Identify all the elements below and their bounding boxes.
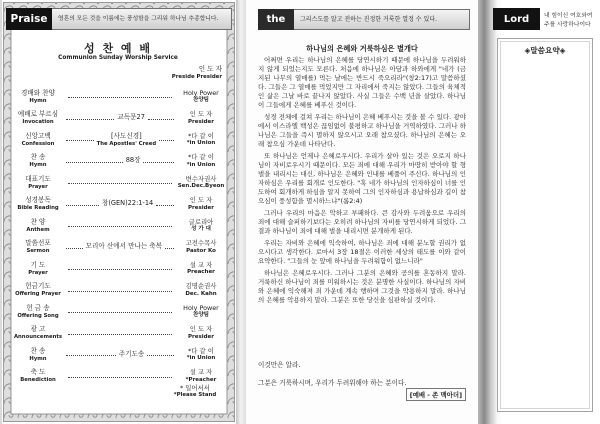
dotted-leader <box>148 119 174 120</box>
article-header <box>258 9 470 30</box>
order-item-leader-line1: *다 같 이 <box>188 346 214 355</box>
dotted-leader <box>68 183 172 184</box>
order-item-leader-line2: Dec. Kahn <box>185 290 217 297</box>
order-row-offering-prayer <box>10 280 228 302</box>
order-item-name-ko: 광 고 <box>30 325 46 334</box>
order-row-anthem <box>10 215 228 237</box>
order-item-leader-line2: 찬양팀 <box>193 97 209 104</box>
order-item-label <box>10 154 66 168</box>
order-item-leader-line1: Holy Power <box>183 88 219 97</box>
article-paragraph: 성경 전체에 걸쳐 우리는 하나님이 은혜 베푸시는 것을 볼 수 있다. 광야에서 이스라엘 백성은 끊임없이 불평하고 하나님을 거역하였다. 그러나 하나님은 그들을 즉시 멸하지 않으시고 오래 참으셨다. 하나님의 은혜는 오래 참으심 가운데 나타난다. <box>258 113 466 148</box>
order-item-name-en: Announcements <box>13 334 63 340</box>
dotted-leader <box>66 205 99 206</box>
creed-name-en: The Apostles' Creed <box>96 140 157 147</box>
order-item-name-ko: 성경봉독 <box>25 196 51 205</box>
please-stand-ko: * 일어서서 <box>180 384 210 392</box>
order-item-detail <box>66 280 174 302</box>
order-item-leader <box>174 176 228 190</box>
order-item-leader <box>174 283 228 297</box>
article-source: [예배 - 존 맥아더] <box>406 388 466 401</box>
order-item-leader <box>174 219 228 233</box>
praise-header <box>6 8 232 30</box>
order-item-content <box>94 133 160 147</box>
dotted-leader <box>68 97 172 98</box>
article-paragraph: 하나님은 은혜로우시다. 그러나 그분의 은혜와 공의를 혼동하지 말라. 거룩하신 하나님이 죄를 미워하시는 것은 분명한 사실이다. 하나님의 자비와 은혜에 익숙해져 죄 가운데 계속 행하며 그것을 악용하지 말라. 하나님의 은혜를 악용하지 말라. 그분은 또한 당신을 심판하실 것이다. <box>258 269 466 304</box>
order-item-name-en: Hymn <box>29 162 47 168</box>
order-item-name-ko: 경배와 찬양 <box>21 88 55 97</box>
order-item-content: 교독문27 <box>117 113 145 122</box>
order-item-leader-line2: 찬양팀 <box>193 312 209 319</box>
order-item-name-en: Hymn <box>29 97 47 104</box>
dotted-leader <box>66 248 83 249</box>
order-item-detail <box>66 237 174 259</box>
order-item-name-ko: 예배로 부르심 <box>17 110 59 119</box>
please-stand-note <box>160 384 230 399</box>
order-item-name-en: Confession <box>21 140 55 147</box>
order-item-detail <box>66 108 174 130</box>
order-item-detail <box>66 86 174 108</box>
dotted-leader <box>143 162 174 163</box>
order-item-name-en: Invocation <box>22 119 54 125</box>
please-stand-en: *Please Stand <box>173 392 217 398</box>
worship-order-panel <box>2 0 236 424</box>
sermon-notes-panel <box>492 0 600 424</box>
order-item-leader <box>174 326 228 340</box>
order-item-leader-line1: 김명순권사 <box>185 282 217 291</box>
dotted-leader <box>165 248 174 249</box>
presider-heading-en: Preside Presider <box>171 73 222 80</box>
article-paragraph: 어쩌면 우리는 하나님의 은혜를 당연시하기 때문에 하나님을 두려워하지 않게 되었는지도 모른다. 처음에 하나님은 아담과 하와에게 "네가 (금지된 나무의 열매를) 먹는 날에는 반드시 죽으리라"(창2:17)고 말씀하셨다. 그들은 그 열매를 먹었지만 그 자리에서 죽지는 않았다. 그들의 육체적인 삶은 그날 바로 끝나지 않았다. 사실 그들은 수백 년을 살았다. 하나님이 그들에게 은혜를 베푸신 것이다. <box>258 56 466 109</box>
order-item-leader <box>174 111 228 125</box>
order-item-leader-line1: 설 교 자 <box>189 260 213 269</box>
dotted-leader <box>156 205 174 206</box>
creed-name-ko: [사도신경] <box>111 131 142 140</box>
order-item-detail <box>66 366 174 388</box>
sermon-summary-box <box>497 38 593 412</box>
order-item-leader-line2: *Preacher <box>185 376 217 383</box>
order-item-leader <box>174 348 228 362</box>
order-item-leader-line1: 고전수목사 <box>185 239 217 248</box>
order-item-name-ko: 찬 양 <box>30 217 46 226</box>
order-item-leader <box>174 197 228 211</box>
dotted-leader <box>66 355 116 356</box>
order-item-leader-line1: Holy Power <box>183 303 219 312</box>
order-item-name-en: Anthem <box>26 226 50 233</box>
order-item-leader-line2: Sen.Dec.Byeon <box>177 183 225 190</box>
order-item-name-ko: 찬 송 <box>30 153 46 162</box>
order-item-label <box>10 348 66 362</box>
order-of-service <box>10 86 228 387</box>
order-item-detail <box>66 215 174 237</box>
dotted-leader <box>147 355 174 356</box>
order-row-offering-song <box>10 301 228 323</box>
order-item-leader-line1: *다 같 이 <box>188 153 214 162</box>
order-row-announcements <box>10 323 228 345</box>
order-item-label <box>10 219 66 233</box>
order-item-leader-line1: 인 도 자 <box>189 110 213 119</box>
order-item-name-ko: 신앙고백 <box>25 131 51 140</box>
order-item-leader <box>174 133 228 147</box>
order-item-label <box>10 305 66 319</box>
order-item-content: 88장 <box>125 156 141 165</box>
article-paragraph: 그러나 우리의 마음은 악하고 부패하다. 큰 감사와 두려움으로 우리의 죄에 대해 슬퍼하기보다는 오히려 하나님의 자비를 당연시하게 되었다. 그 결과 하나님이 죄에 대해 벌을 내리시면 분개하게 된다. <box>258 209 466 235</box>
order-item-detail <box>66 344 174 366</box>
order-item-leader <box>174 262 228 276</box>
order-item-detail <box>66 323 174 345</box>
order-item-leader-line1: *다 같 이 <box>188 131 214 140</box>
presider-heading <box>152 66 222 80</box>
order-item-label <box>10 283 66 297</box>
order-row-sermon-prayer <box>10 258 228 280</box>
order-item-label <box>10 326 66 340</box>
order-row-praise <box>10 86 228 108</box>
order-row-bible-reading <box>10 194 228 216</box>
order-item-leader-line1: 인 도 자 <box>189 325 213 334</box>
order-item-name-ko: 헌 금 송 <box>26 303 50 312</box>
dotted-leader <box>66 162 123 163</box>
order-item-leader-line2: Presider <box>187 118 214 125</box>
order-item-name-ko: 기 도 <box>30 260 46 269</box>
article-banner-text: 그리스도를 알고 전하는 진정한 거룩한 열정 수 있다. <box>294 9 470 30</box>
order-row-hymn-1 <box>10 151 228 173</box>
order-row-invocation <box>10 108 228 130</box>
order-row-hymn-2 <box>10 344 228 366</box>
order-item-name-en: Prayer <box>28 183 48 190</box>
closing-lead: 이것만은 알라. <box>258 361 301 369</box>
dotted-leader <box>68 334 172 335</box>
sermon-title: 모리아 산에서 만나는 축복 <box>85 242 163 251</box>
header-verse-line1: 내 힘이신 여호와여 <box>544 13 593 19</box>
order-row-prayer <box>10 172 228 194</box>
order-item-leader-line2: *in Union <box>186 140 216 147</box>
order-item-name-en: Offering Song <box>17 312 59 319</box>
order-item-name-ko: 찬 송 <box>30 346 46 355</box>
dotted-leader <box>68 312 172 313</box>
article-panel <box>246 0 478 424</box>
praise-banner-text: 영혼의 모든 것을 이름에는 풍성함을 그리워 하나님 추종합니다. <box>52 8 232 30</box>
dotted-leader <box>68 291 172 292</box>
order-item-detail <box>66 129 174 151</box>
order-item-content: 창(GEN)22:1-14 <box>101 199 154 208</box>
service-title: 성 찬 예 배 <box>84 42 152 55</box>
order-item-detail <box>66 151 174 173</box>
order-item-label <box>10 369 66 383</box>
praise-badge: Praise <box>6 8 52 30</box>
closing-statement: 그분은 거룩하시며, 우리가 두려워해야 하는 분이다. <box>258 379 407 387</box>
the-badge: the <box>258 9 294 30</box>
order-item-leader-line2: Pastor Ko <box>186 247 216 254</box>
order-item-leader-line1: 글로리아 <box>188 217 214 226</box>
order-item-name-ko: 말씀선포 <box>25 239 51 248</box>
dotted-leader <box>68 269 172 270</box>
service-subtitle: Communion Sunday Worship Service <box>58 55 178 61</box>
order-item-label <box>10 176 66 190</box>
order-item-leader-line1: 변수자권사 <box>185 174 217 183</box>
order-item-leader <box>174 369 228 383</box>
order-item-label <box>10 197 66 211</box>
dotted-leader <box>66 140 94 141</box>
order-item-name-ko: 헌금기도 <box>25 282 51 291</box>
order-row-confession <box>10 129 228 151</box>
page-fold-shadow <box>478 0 492 424</box>
order-item-label <box>10 133 66 147</box>
order-item-leader-line2: Preacher <box>187 269 215 276</box>
article-body <box>258 56 466 354</box>
order-item-label <box>10 111 66 125</box>
article-paragraph: 우리는 자비와 은혜에 익숙하여, 하나님은 죄에 대해 분노할 권리가 없으시다고 생각한다. 로마서 3장 18절은 이러한 세상의 태도를 이와 같이 요약한다. "그들의 눈 앞에 하나님을 두려워함이 없느니라" <box>258 239 466 265</box>
order-item-name-en: Prayer <box>28 269 48 276</box>
order-item-leader-line2: *in Union <box>186 161 216 168</box>
lord-header <box>493 8 540 30</box>
order-item-detail <box>66 258 174 280</box>
order-item-label <box>10 240 66 254</box>
order-item-name-en: Sermon <box>26 248 50 254</box>
dotted-leader <box>68 226 172 227</box>
order-item-leader <box>174 90 228 104</box>
order-item-name-ko: 대표기도 <box>25 174 51 183</box>
order-item-label <box>10 90 66 104</box>
article-paragraph: 또 하나님은 언제나 은혜로우시다. 우리가 살아 있는 것은 오로지 하나님이 자비로우시기 때문이다. 모든 죄에 대해 우리가 마땅히 받아야 할 형벌을 내리시는 대신, 하나님은 은혜와 인내를 베풀어 주신다. 하나님의 인자하심은 우리를 회개로 인도한다. "혹 네가 하나님의 인자하심이 너를 인도하여 회개하게 하심을 알지 못하여 그의 인자하심과 용납하심과 길이 참으심이 풍성함을 멸시하느냐"(롬2:4) <box>258 152 466 205</box>
order-item-content: 주기도송 <box>118 349 145 358</box>
order-item-leader-line2: 성 가 대 <box>191 226 211 233</box>
order-item-leader-line2: *in Union <box>186 355 216 362</box>
dotted-leader <box>159 140 174 141</box>
order-item-detail <box>66 194 174 216</box>
lord-badge: Lord <box>493 8 540 30</box>
order-row-sermon <box>10 237 228 259</box>
order-item-leader-line2: Presider <box>187 333 214 340</box>
order-item-detail <box>66 172 174 194</box>
article-title: 하나님의 은혜와 거룩하심은 별개다 <box>306 44 418 53</box>
dotted-leader <box>68 377 172 378</box>
order-item-label <box>10 262 66 276</box>
dotted-leader <box>66 119 114 120</box>
order-item-name-en: Bible Reading <box>17 205 59 211</box>
order-item-leader <box>174 240 228 254</box>
order-item-name-en: Offering Prayer <box>15 291 61 297</box>
presider-heading-ko: 인 도 자 <box>198 65 222 73</box>
order-item-name-en: Benediction <box>20 377 56 383</box>
sermon-summary-heading: ◈말씀요약◈ <box>524 46 566 55</box>
order-item-leader-line1: 설 교 자 <box>189 368 213 377</box>
order-item-name-en: Hymn <box>29 355 47 362</box>
order-item-name-ko: 축 도 <box>30 368 46 377</box>
order-item-leader-line1: 인 도 자 <box>189 196 213 205</box>
order-item-leader <box>174 154 228 168</box>
page-fold-shadow <box>236 0 246 424</box>
order-item-leader-line2: Presider <box>187 204 214 211</box>
order-item-detail <box>66 301 174 323</box>
order-item-leader <box>174 305 228 319</box>
header-verse-line2: 주를 사랑하나이다 <box>544 22 591 28</box>
